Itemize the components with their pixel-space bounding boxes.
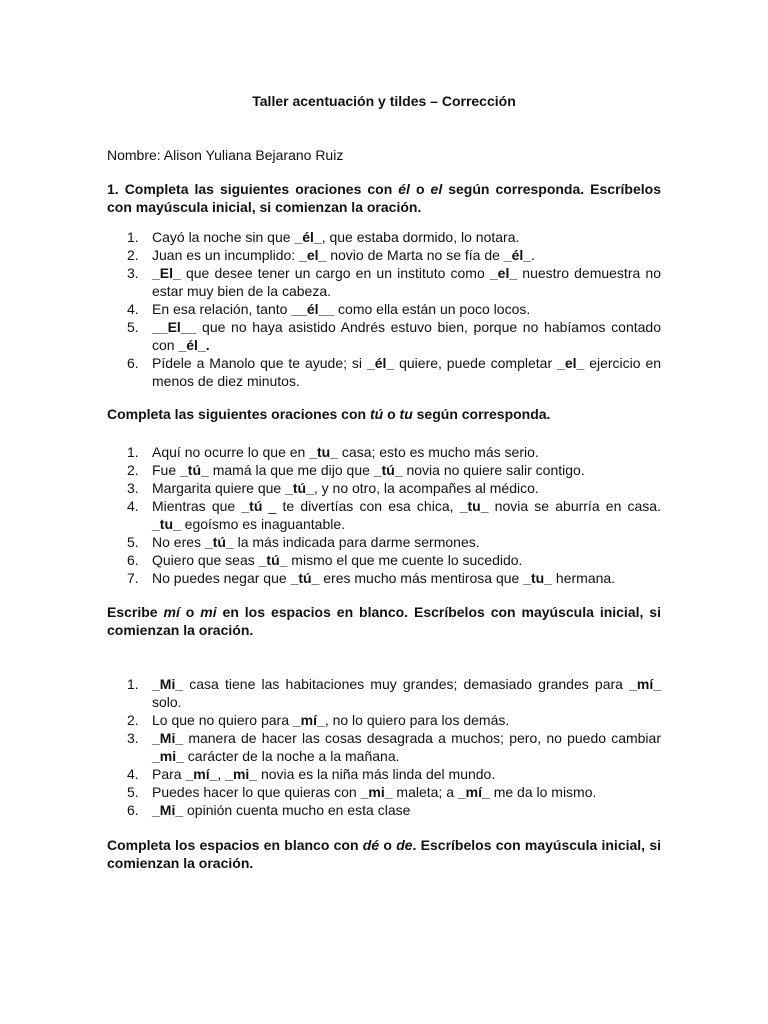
list-item xyxy=(107,533,661,551)
text-run: o xyxy=(379,837,397,853)
list-item xyxy=(107,801,661,819)
text-run: Cayó la noche sin que xyxy=(152,229,295,245)
text-run: _ te divertías con esa chica, xyxy=(262,498,460,514)
answer-fill: _mí_ xyxy=(185,766,218,782)
item-number: 7. xyxy=(127,570,139,586)
text-run: novia se aburría en casa. xyxy=(488,498,661,514)
text-run: novia no quiere salir contigo. xyxy=(402,462,585,478)
text-run: según corresponda. xyxy=(412,406,551,422)
text-run: mamá la que me dijo que xyxy=(208,462,374,478)
emphasized-word: el xyxy=(430,181,443,197)
answer-fill: _mí_ xyxy=(629,676,661,692)
text-run: que no haya asistido Andrés estuvo bien, porque no habíamos contado con xyxy=(152,319,661,353)
text-run: manera de hacer las cosas desagrada a muchos; pero, no puedo cambiar xyxy=(183,730,661,746)
text-run: eres mucho más mentirosa que xyxy=(319,570,524,586)
text-run: Aquí no ocurre lo que en xyxy=(152,444,310,460)
item-number: 5. xyxy=(127,784,139,800)
text-run: Juan es un incumplido: xyxy=(152,247,300,263)
list-item xyxy=(107,479,661,497)
answer-fill: _mi_ xyxy=(225,766,258,782)
answer-fill: _tú_ xyxy=(204,534,234,550)
answer-fill: _tú_ xyxy=(290,570,320,586)
list-item xyxy=(107,318,661,354)
answer-fill: _tú xyxy=(241,498,263,514)
answer-fill: _tú_ xyxy=(180,462,209,478)
answer-fill: _Mi_ xyxy=(152,802,184,818)
answer-fill: _mí_ xyxy=(292,712,325,728)
answer-fill: _el_ xyxy=(299,247,327,263)
text-run: Escribe xyxy=(107,604,164,620)
answer-fill: _él_ xyxy=(503,247,532,263)
text-run: solo. xyxy=(152,694,182,710)
text-run: ejercicio en menos de diez minutos. xyxy=(152,355,662,389)
text-run: 1. Completa las siguientes oraciones con xyxy=(107,181,399,197)
emphasized-word: de xyxy=(396,837,413,853)
item-number: 2. xyxy=(127,712,139,728)
answer-fill: _mi_ xyxy=(360,784,393,800)
text-run: , y no otro, la acompañes al médico. xyxy=(313,480,539,496)
emphasized-word: dé xyxy=(362,837,380,853)
text-run: novio de Marta no se fía de xyxy=(326,247,504,263)
item-number: 3. xyxy=(127,480,139,496)
text-run: mismo el que me cuente lo sucedido. xyxy=(287,552,523,568)
text-run: Lo que no quiero para xyxy=(152,712,293,728)
text-run: en los espacios en blanco. Escríbelos con mayúscula inicial, si comienzan la oración. xyxy=(107,604,661,638)
answer-fill: _tu_ xyxy=(152,516,181,532)
answer-fill: _el_ xyxy=(489,265,518,281)
item-number: 2. xyxy=(127,462,139,478)
text-run: maleta; a xyxy=(392,784,458,800)
list-item xyxy=(107,461,661,479)
list-item xyxy=(107,300,661,318)
section-2-list xyxy=(107,443,661,587)
section-3-instruction xyxy=(107,603,661,639)
text-run: Completa las siguientes oraciones con xyxy=(107,406,370,422)
answer-fill: _él_ xyxy=(294,229,322,245)
text-run: opinión cuenta mucho en esta clase xyxy=(183,802,411,818)
item-number: 6. xyxy=(127,802,139,818)
list-item xyxy=(107,551,661,569)
list-item xyxy=(107,264,661,300)
text-run: Mientras que xyxy=(152,498,242,514)
text-run: nuestro demuestra no estar muy bien de la cabeza. xyxy=(152,265,661,299)
text-run: Pídele a Manolo que te ayude; si xyxy=(152,355,367,371)
list-item xyxy=(107,354,661,390)
text-run: como ella están un poco locos. xyxy=(334,301,531,317)
text-run: Puedes hacer lo que quieras con xyxy=(152,784,361,800)
list-item xyxy=(107,443,661,461)
answer-fill: _tu_ xyxy=(459,498,489,514)
list-item xyxy=(107,711,661,729)
item-number: 4. xyxy=(127,498,139,514)
text-run: la más indicada para darme sermones. xyxy=(233,534,480,550)
text-run: Quiero que seas xyxy=(152,552,259,568)
answer-fill: _mi_ xyxy=(152,748,184,764)
answer-fill: _tú_ xyxy=(258,552,288,568)
section-1-instruction xyxy=(107,180,661,216)
text-run: que desee tener un cargo en un instituto como xyxy=(180,265,490,281)
answer-fill: __él__ xyxy=(291,301,335,317)
student-name: Nombre: Alison Yuliana Bejarano Ruiz xyxy=(107,147,344,163)
item-number: 6. xyxy=(127,355,139,371)
list-item xyxy=(107,497,661,533)
item-number: 6. xyxy=(127,552,139,568)
text-run: Completa los espacios en blanco con xyxy=(107,837,363,853)
item-number: 1. xyxy=(127,676,139,692)
answer-fill: __El__ xyxy=(152,319,197,335)
text-run: o xyxy=(409,181,431,197)
item-number: 2. xyxy=(127,247,139,263)
answer-fill: _El_ xyxy=(152,265,181,281)
answer-fill: _él_. xyxy=(178,337,210,353)
list-item xyxy=(107,675,661,711)
text-run: En esa relación, tanto xyxy=(152,301,292,317)
text-run: me da lo mismo. xyxy=(489,784,597,800)
item-number: 1. xyxy=(127,229,139,245)
list-item xyxy=(107,228,661,246)
text-run: casa tiene las habitaciones muy grandes; demasiado grandes para xyxy=(183,676,630,692)
text-run: No eres xyxy=(152,534,205,550)
text-run: quiere, puede completar xyxy=(394,355,558,371)
item-number: 3. xyxy=(127,730,139,746)
text-run: . xyxy=(531,247,535,263)
answer-fill: _Mi_ xyxy=(152,730,184,746)
emphasized-word: mi xyxy=(200,604,217,620)
item-number: 5. xyxy=(127,319,139,335)
text-run: , no lo quiero para los demás. xyxy=(324,712,510,728)
section-4-instruction xyxy=(107,836,661,872)
emphasized-word: tu xyxy=(399,406,413,422)
emphasized-word: mí xyxy=(163,604,180,620)
item-number: 4. xyxy=(127,301,139,317)
item-number: 5. xyxy=(127,534,139,550)
text-run: hermana. xyxy=(552,570,616,586)
answer-fill: _Mi_ xyxy=(152,676,184,692)
text-run: novia es la niña más linda del mundo. xyxy=(257,766,496,782)
list-item xyxy=(107,569,661,587)
list-item xyxy=(107,765,661,783)
list-item xyxy=(107,729,661,765)
answer-fill: _tu_ xyxy=(309,444,339,460)
answer-fill: _tú_ xyxy=(373,462,403,478)
list-item xyxy=(107,246,661,264)
text-run: . Escríbelos con mayúscula inicial, si comienzan la oración. xyxy=(107,837,661,871)
section-2-instruction xyxy=(107,405,661,423)
text-run: egoísmo es inaguantable. xyxy=(180,516,346,532)
answer-fill: _tú_ xyxy=(285,480,314,496)
text-run: No puedes negar que xyxy=(152,570,291,586)
answer-fill: _mí_ xyxy=(457,784,490,800)
text-run: , que estaba dormido, lo notara. xyxy=(321,229,520,245)
text-run: carácter de la noche a la mañana. xyxy=(183,748,400,764)
emphasized-word: tú xyxy=(369,406,384,422)
text-run: o xyxy=(179,604,201,620)
answer-fill: _el_ xyxy=(557,355,585,371)
text-run: casa; esto es mucho más serio. xyxy=(338,444,539,460)
text-run: Margarita quiere que xyxy=(152,480,286,496)
item-number: 1. xyxy=(127,444,139,460)
text-run: según corresponda. Escríbelos con mayúscula inicial, si comienzan la oración. xyxy=(107,181,661,215)
document-title: Taller acentuación y tildes – Corrección xyxy=(252,93,516,109)
answer-fill: _tu_ xyxy=(523,570,553,586)
emphasized-word: él xyxy=(398,181,410,197)
section-3-list xyxy=(107,675,661,819)
section-1-list xyxy=(107,228,661,390)
list-item xyxy=(107,783,661,801)
text-run: , xyxy=(217,766,226,782)
item-number: 4. xyxy=(127,766,139,782)
text-run: Para xyxy=(152,766,186,782)
text-run: Fue xyxy=(152,462,181,478)
item-number: 3. xyxy=(127,265,139,281)
answer-fill: _él_ xyxy=(366,355,395,371)
text-run: o xyxy=(383,406,400,422)
